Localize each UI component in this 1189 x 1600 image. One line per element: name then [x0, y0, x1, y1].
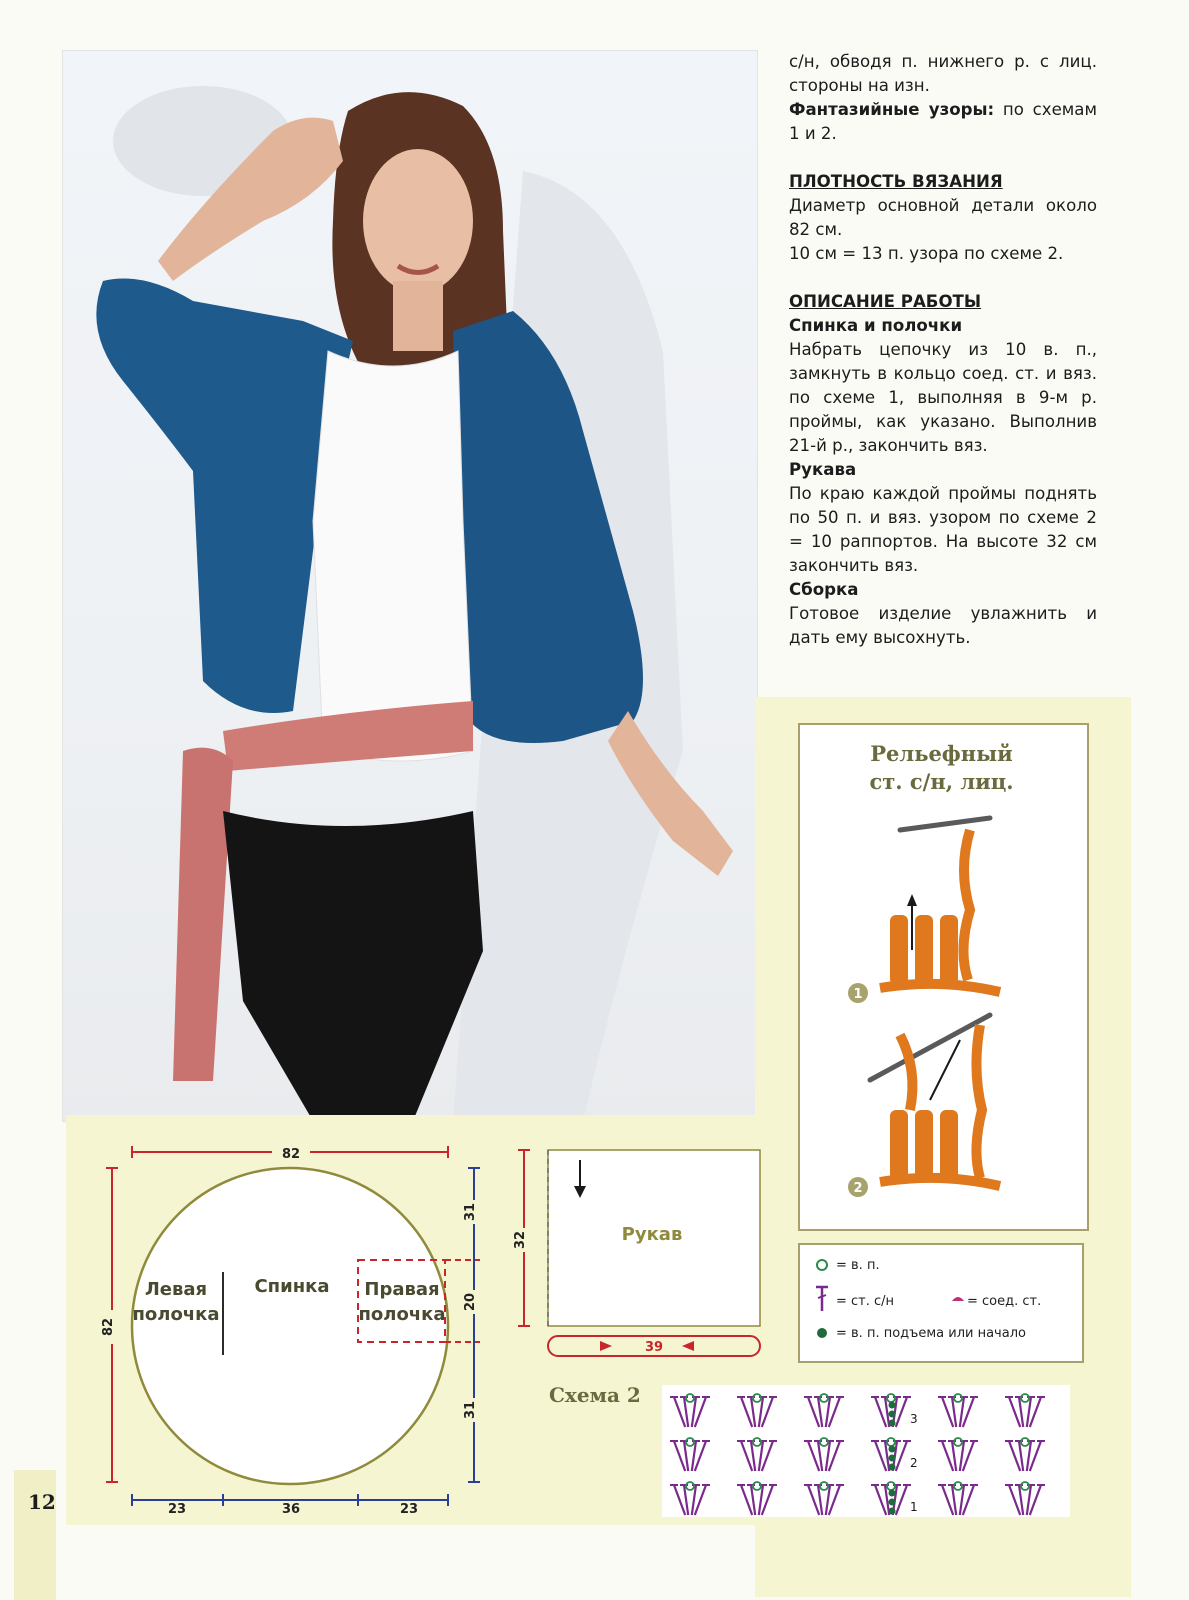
- relief-title-line1: Рельефный: [870, 741, 1013, 766]
- slip-stitch-symbol: [952, 1297, 964, 1301]
- density-heading: ПЛОТНОСТЬ ВЯЗАНИЯ: [789, 172, 1003, 191]
- schema-stitch-group: [670, 1482, 710, 1515]
- relief-stitch-illustration: [840, 810, 1060, 1220]
- work-heading: ОПИСАНИЕ РАБОТЫ: [789, 292, 982, 311]
- page-number: 12: [28, 1490, 56, 1514]
- bottom-mid-dim: 36: [282, 1502, 301, 1517]
- schema2-stitch-grid: [662, 1385, 1070, 1517]
- schema-row-number: 2: [910, 1456, 918, 1470]
- pattern-width-label: 82: [281, 1147, 301, 1162]
- bottom-right-dim: 23: [400, 1502, 419, 1517]
- schema-row-number: 1: [910, 1500, 918, 1514]
- back-label: Спинка: [254, 1276, 330, 1297]
- schema-start-dot: [889, 1402, 896, 1409]
- schema-stitch-group: [1005, 1482, 1045, 1515]
- instructions-column: [789, 50, 1097, 650]
- schema-stitch-group: [1005, 1394, 1045, 1427]
- sleeve-height-label: 32: [513, 1230, 528, 1250]
- left-front-label-2: полочка: [132, 1304, 220, 1325]
- legend-slip-label: = соед. ст.: [967, 1294, 1042, 1309]
- pattern-height-label: 82: [101, 1317, 116, 1337]
- schema-start-dot: [889, 1455, 896, 1462]
- schema-stitch-group: [670, 1394, 710, 1427]
- fancy-patterns-label: Фантазийные узоры:: [789, 100, 995, 119]
- schema-stitch-group: [1005, 1438, 1045, 1471]
- sleeves-heading: Рукава: [789, 460, 857, 479]
- schema-row-number: 3: [910, 1412, 918, 1426]
- assembly-text: Готовое изделие увлажнить и дать ему высохнуть.: [789, 604, 1097, 647]
- assembly-heading: Сборка: [789, 580, 859, 599]
- sleeve-diagram: [512, 1140, 772, 1370]
- fancy-patterns-line: [789, 98, 1097, 146]
- schema-stitch-group: [804, 1394, 844, 1427]
- relief-title-line2: ст. с/н, лиц.: [869, 769, 1014, 794]
- schema-stitch-group: [737, 1438, 777, 1471]
- left-front-label-1: Левая: [144, 1279, 208, 1300]
- relief-step1-number: 1: [853, 987, 863, 1002]
- schema-start-dot: [889, 1508, 896, 1515]
- schema-stitch-group: [804, 1438, 844, 1471]
- sleeve-width-label: 39: [644, 1340, 664, 1355]
- back-fronts-pattern-diagram: [100, 1140, 500, 1510]
- dc-symbol: [816, 1287, 828, 1311]
- chain-symbol: [817, 1260, 827, 1270]
- schema-start-dot: [889, 1464, 896, 1471]
- back-fronts-heading: Спинка и полочки: [789, 316, 963, 335]
- fancy-patterns-text: по схемам 1 и 2.: [789, 100, 1097, 143]
- relief-step2-number: 2: [853, 1181, 863, 1196]
- stitch-note: с/н, обводя п. нижнего р. с лиц. стороны на изн.: [789, 52, 1097, 95]
- pattern-circle: [132, 1168, 448, 1484]
- schema-stitch-group: [670, 1438, 710, 1471]
- density-gauge: 10 см = 13 п. узора по схеме 2.: [789, 244, 1064, 263]
- relief-stitch-title: [798, 740, 1085, 796]
- schema-stitch-group: [938, 1482, 978, 1515]
- bottom-left-dim: 23: [168, 1502, 187, 1517]
- schema-stitch-group: [938, 1394, 978, 1427]
- schema2-title: Схема 2: [549, 1383, 641, 1407]
- right-bottom-dim: 31: [463, 1400, 478, 1420]
- model-photo: [62, 50, 758, 1122]
- density-diameter: Диаметр основной детали около 82 см.: [789, 196, 1097, 239]
- relief-step1-drawing: [848, 818, 1000, 1003]
- back-fronts-text: Набрать цепочку из 10 в. п., замкнуть в кольцо соед. ст. и вяз. по схеме 1, выполняя в 9-м р. проймы, как указано. Выполнив 21-й р., закончить вяз.: [789, 340, 1097, 455]
- schema-start-dot: [889, 1411, 896, 1418]
- right-top-dim: 31: [463, 1202, 478, 1222]
- schema-stitch-group: [737, 1482, 777, 1515]
- schema-start-dot: [889, 1499, 896, 1506]
- right-front-label-1: Правая: [364, 1279, 440, 1300]
- right-mid-dim: 20: [463, 1292, 478, 1312]
- schema2-chart: [662, 1385, 1070, 1517]
- schema-start-dot: [889, 1490, 896, 1497]
- right-front-label-2: полочка: [358, 1304, 446, 1325]
- schema-start-dot: [889, 1446, 896, 1453]
- schema-stitch-group: [804, 1482, 844, 1515]
- schema-stitch-group: [938, 1438, 978, 1471]
- legend-start-label: = в. п. подъема или начало: [836, 1326, 1026, 1341]
- sleeves-text: По краю каждой проймы поднять по 50 п. и вяз. узором по схеме 2 = 10 раппортов. На высоте 32 см закончить вяз.: [789, 484, 1097, 575]
- legend-chain-label: = в. п.: [836, 1258, 880, 1273]
- schema-stitch-group: [737, 1394, 777, 1427]
- sleeve-label: Рукав: [621, 1224, 683, 1245]
- legend-dc-label: = ст. с/н: [836, 1294, 895, 1309]
- schema-start-dot: [889, 1420, 896, 1427]
- start-chain-symbol: [817, 1328, 827, 1338]
- relief-step2-drawing: [848, 1015, 1000, 1197]
